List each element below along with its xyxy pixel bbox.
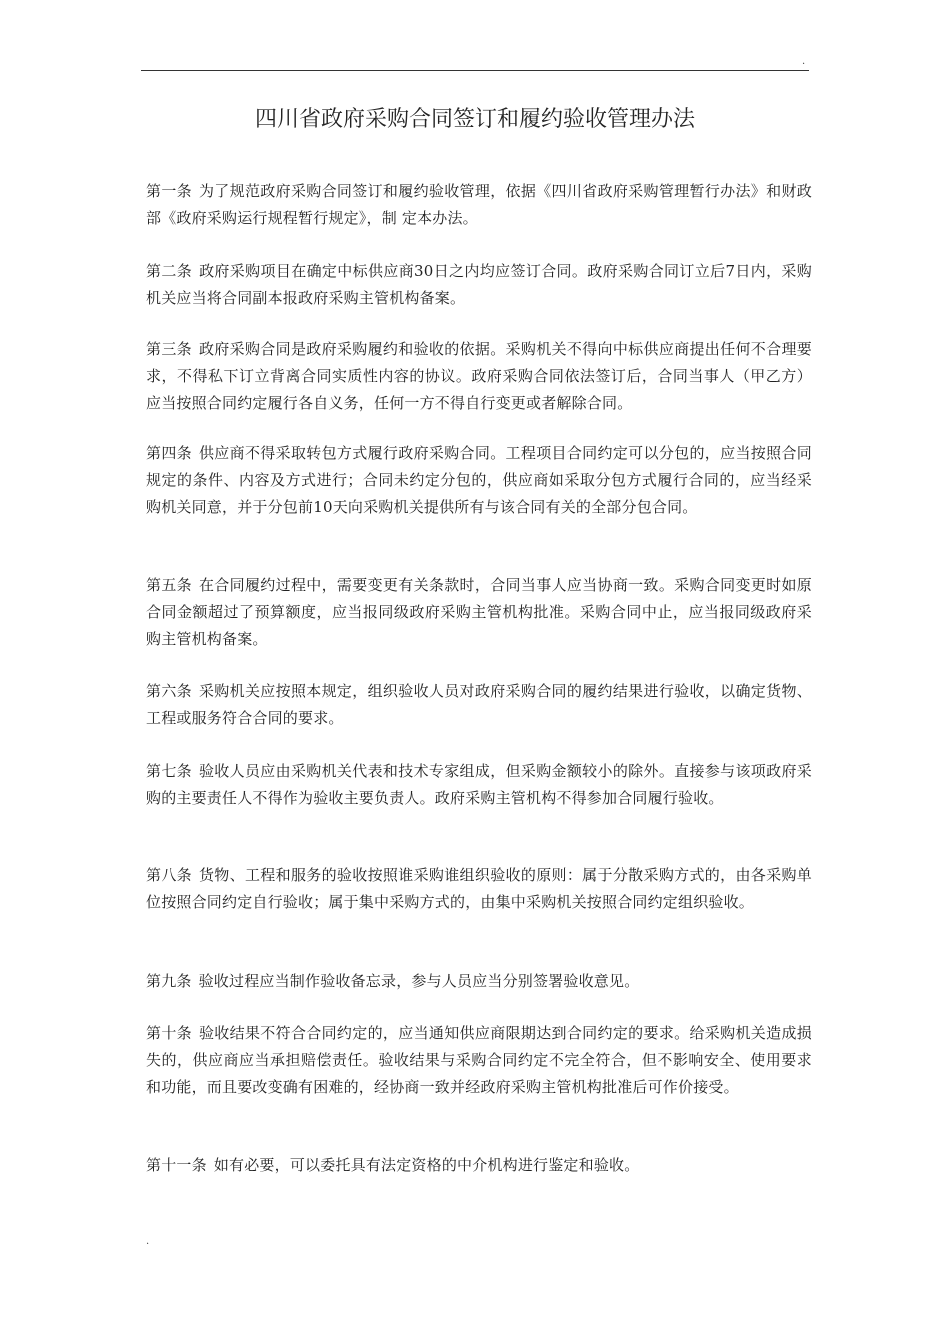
- article-text: 为了规范政府采购合同签订和履约验收管理，依据《四川省政府采购管理暂行办法》和财政部《政府采购运行规程暂行规定》，制 定本办法。: [146, 182, 812, 227]
- article-number: 第八条: [146, 866, 192, 884]
- article-4: [146, 440, 812, 521]
- article-text: 政府采购项目在确定中标供应商30日之内均应签订合同。政府采购合同订立后7日内，采购机关应当将合同副本报政府采购主管机构备案。: [146, 262, 812, 307]
- article-text: 采购机关应按照本规定，组织验收人员对政府采购合同的履约结果进行验收，以确定货物、工程或服务符合合同的要求。: [146, 682, 812, 727]
- article-9: [146, 968, 812, 995]
- article-3: [146, 336, 812, 417]
- article-number: 第九条: [146, 972, 192, 990]
- article-7: [146, 758, 812, 812]
- article-11: [146, 1152, 812, 1179]
- article-number: 第十一条: [146, 1156, 207, 1174]
- article-number: 第一条: [146, 182, 192, 200]
- article-text: 验收过程应当制作验收备忘录，参与人员应当分别签署验收意见。: [198, 972, 640, 990]
- article-number: 第二条: [146, 262, 193, 280]
- article-number: 第四条: [146, 444, 192, 462]
- article-1: [146, 178, 812, 232]
- article-text: 验收结果不符合合同约定的，应当通知供应商限期达到合同约定的要求。给采购机关造成损失的，供应商应当承担赔偿责任。验收结果与采购合同约定不完全符合，但不影响安全、使用要求和功能，而且要改变确有困难的，经协商一致并经政府采购主管机构批准后可作价接受。: [146, 1024, 812, 1096]
- article-text: 政府采购合同是政府采购履约和验收的依据。采购机关不得向中标供应商提出任何不合理要求，不得私下订立背离合同实质性内容的协议。政府采购合同依法签订后，合同当事人（甲乙方）应当按照合同约定履行各自义务，任何一方不得自行变更或者解除合同。: [146, 340, 812, 412]
- footer-mark: .: [146, 1236, 150, 1247]
- article-8: [146, 862, 812, 916]
- article-text: 在合同履约过程中，需要变更有关条款时，合同当事人应当协商一致。采购合同变更时如原合同金额超过了预算额度，应当报同级政府采购主管机构批准。采购合同中止，应当报同级政府采购主管机构备案。: [146, 576, 812, 648]
- article-number: 第三条: [146, 340, 192, 358]
- article-6: [146, 678, 812, 732]
- header-mark: .: [802, 56, 806, 67]
- article-10: [146, 1020, 812, 1101]
- header-rule: [141, 70, 809, 71]
- article-number: 第十条: [146, 1024, 192, 1042]
- article-5: [146, 572, 812, 653]
- article-text: 货物、工程和服务的验收按照谁采购谁组织验收的原则：属于分散采购方式的，由各采购单位按照合同约定自行验收；属于集中采购方式的，由集中采购机关按照合同约定组织验收。: [146, 866, 812, 911]
- article-2: [146, 258, 812, 312]
- page-title: 四川省政府采购合同签订和履约验收管理办法: [254, 107, 695, 132]
- article-text: 供应商不得采取转包方式履行政府采购合同。工程项目合同约定可以分包的，应当按照合同规定的条件、内容及方式进行；合同未约定分包的，供应商如采取分包方式履行合同的，应当经采购机关同意，并于分包前10天向采购机关提供所有与该合同有关的全部分包合同。: [146, 444, 812, 516]
- article-text: 如有必要，可以委托具有法定资格的中介机构进行鉴定和验收。: [213, 1156, 640, 1174]
- article-text: 验收人员应由采购机关代表和技术专家组成，但采购金额较小的除外。直接参与该项政府采购的主要责任人不得作为验收主要负责人。政府采购主管机构不得参加合同履行验收。: [146, 762, 812, 807]
- article-number: 第七条: [146, 762, 192, 780]
- article-number: 第五条: [146, 576, 192, 594]
- article-number: 第六条: [146, 682, 192, 700]
